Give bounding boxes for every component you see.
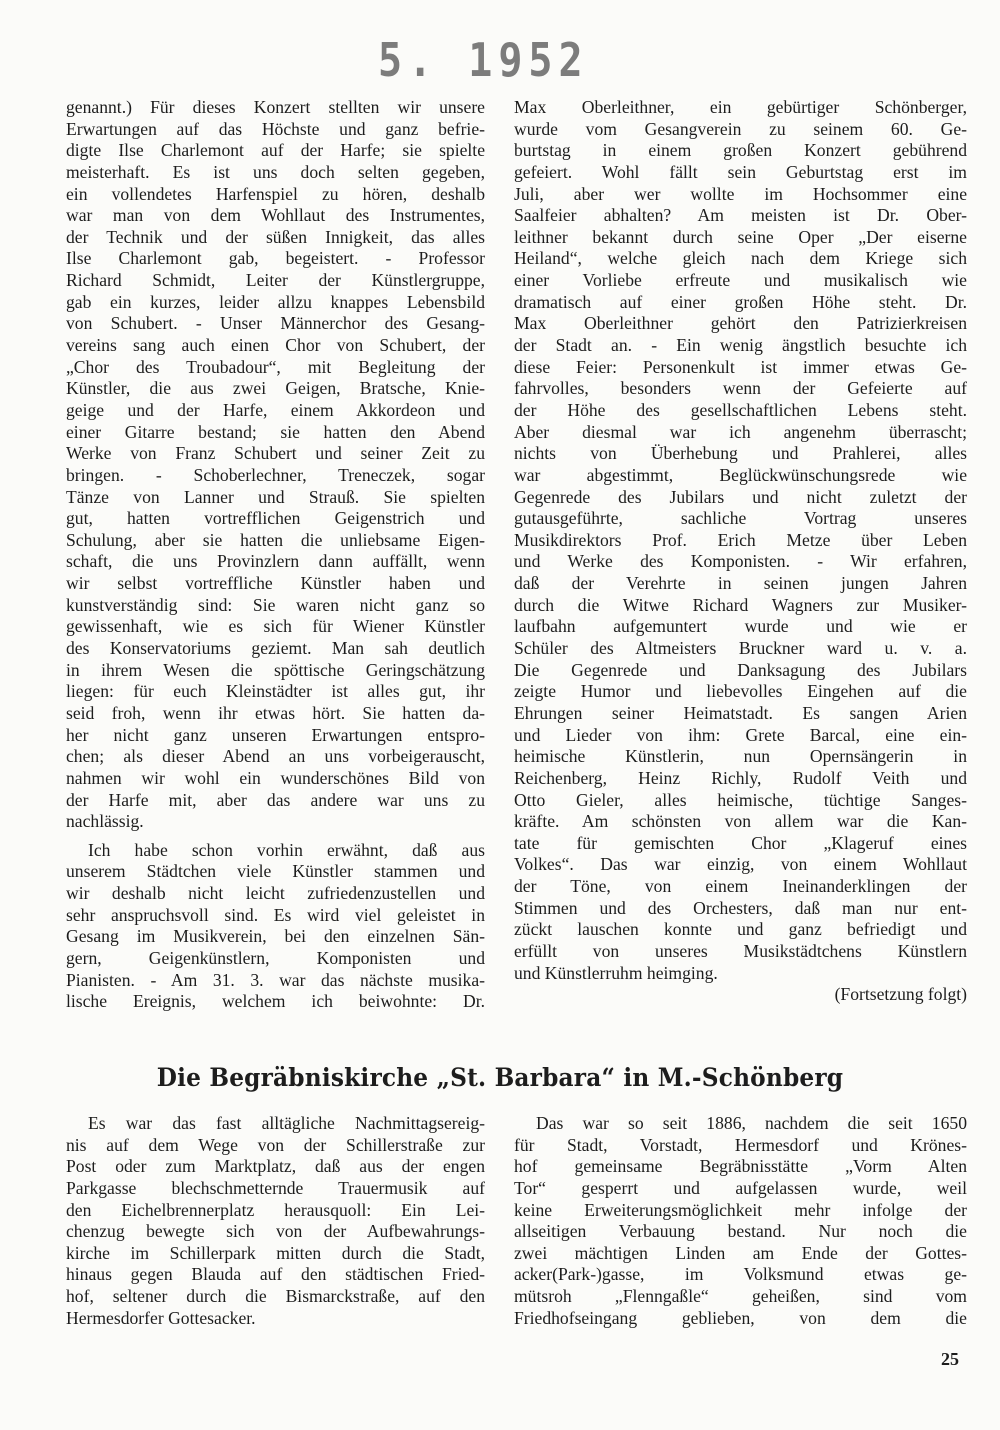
article1-right-column [514,97,967,1006]
text-line: kräfte. Am schönsten von allem war die Kan- [514,811,967,832]
text-line: Ehrungen seiner Heimatstadt. Es sangen Arien [514,702,967,723]
text-line: der Technik und der süßen Innigkeit, das alles [66,226,485,247]
text-line: Gegenrede des Jubilars und nicht zuletzt der [514,486,967,507]
text-line: unserem Städtchen viele Künstler stammen und [66,861,485,882]
text-line: meisterhaft. Es ist uns doch selten gegeben, [66,161,485,182]
text-line: war abgestimmt, Beglückwünschungsrede wie [514,464,967,485]
text-line: sehr anspruchsvoll sind. Es wird viel geleistet in [66,904,485,925]
article2-title: Die Begräbniskirche „St. Barbara“ in M.-Schönberg [156,1063,844,1092]
text-line: gut, hatten vortrefflichen Geigenstrich und [66,508,485,529]
text-line: Werke von Franz Schubert und seiner Zeit zu [66,443,485,464]
text-line: und Werke des Komponisten. - Wir erfahren, [514,551,967,572]
text-line: für Stadt, Vorstadt, Hermesdorf und Krönes- [514,1134,967,1155]
paragraph [66,97,485,833]
text-line: chen; als dieser Abend an uns vorbeigerauscht, [66,746,485,767]
text-line: wir deshalb nicht leicht zufriedenzustellen und [66,883,485,904]
text-line: vereins sang auch einen Chor von Schubert, der [66,335,485,356]
text-line: durch die Witwe Richard Wagners zur Musiker- [514,594,967,615]
page-number: 25 [941,1349,959,1369]
text-line: war man von dem Wohllaut des Instrumentes, [66,205,485,226]
text-line: geige und der Harfe, einem Akkordeon und [66,399,485,420]
text-line: liegen: für euch Kleinstädter ist alles gut, ihr [66,681,485,702]
text-line: einer Vorliebe erfreute und musikalisch wie [514,270,967,291]
text-line: Pianisten. - Am 31. 3. war das nächste musika- [66,969,485,990]
article1-left-column [66,97,485,1013]
text-line: Das war so seit 1886, nachdem die seit 1650 [536,1113,967,1133]
text-line: Ilse Charlemont gab, begeistert. - Professor [66,248,485,269]
text-line: der Stadt an. - Ein wenig ängstlich besuchte ich [514,335,967,356]
text-line: Max Oberleithner, ein gebürtiger Schönberger, [514,97,967,117]
article2-right-column [514,1113,967,1329]
text-line: zwei mächtigen Linden am Ende der Gottes- [514,1242,967,1263]
text-line: gab ein kurzes, leider allzu knappes Lebensbild [66,291,485,312]
text-line: Reichenberg, Heinz Richly, Rudolf Veith und [514,767,967,788]
text-line: keine Erweiterungsmöglichkeit mehr infolge der [514,1199,967,1220]
text-line: Saalfeier abhalten? Am meisten ist Dr. Ober- [514,205,967,226]
text-line: Volkes“. Das war einzig, von einem Wohllaut [514,854,967,875]
text-line: allseitigen Verbauung bestand. Nur noch die [514,1221,967,1242]
text-line: Ich habe schon vorhin erwähnt, daß aus [88,839,485,860]
text-line: Stimmen und des Orchesters, daß man nur ent- [514,897,967,918]
text-line: Max Oberleithner gehört den Patrizierkreisen [514,313,967,334]
paragraph [66,1113,485,1329]
text-line: genannt.) Für dieses Konzert stellten wir unsere [66,97,485,117]
text-line: gewissenhaft, wie es sich für Wiener Künstler [66,616,485,637]
text-line: und Lieder von ihm: Grete Barcal, eine ein- [514,724,967,745]
continuation-note: (Fortsetzung folgt) [834,984,967,1005]
text-line: gutausgeführte, sachliche Vortrag unseres [514,508,967,529]
text-line: nachlässig. [66,811,144,832]
text-line: Es war das fast alltägliche Nachmittagsereig- [88,1113,485,1133]
text-line: von Schubert. - Unser Männerchor des Gesang- [66,313,485,334]
text-line: acker(Park-)gasse, im Volksmund etwas ge- [514,1264,967,1285]
text-line: Die Gegenrede und Danksagung des Jubilars [514,659,967,680]
text-line: der Töne, von einem Ineinanderklingen der [514,876,967,897]
text-line: ein vollendetes Harfenspiel zu hören, deshalb [66,183,485,204]
date-stamp: 5. 1952 [378,34,589,88]
text-line: nahmen wir wohl ein wunderschönes Bild von [66,767,485,788]
text-line: Künstler, die aus zwei Geigen, Bratsche, Knie- [66,378,485,399]
text-line: Erwartungen auf das Höchste und ganz befrie- [66,118,485,139]
text-line: „Chor des Troubadour“, mit Begleitung der [66,356,485,377]
text-line: Post oder zum Marktplatz, daß aus der engen [66,1156,485,1177]
text-line: der Höhe des gesellschaftlichen Lebens steht. [514,399,967,420]
text-line: nis auf dem Wege von der Schillerstraße zur [66,1134,485,1155]
text-line: in ihrem Wesen die spöttische Geringschätzung [66,659,485,680]
text-line: gefeiert. Wohl fällt sein Geburtstag erst im [514,161,967,182]
text-line: nichts von Überhebung und Prahlerei, alles [514,443,967,464]
text-line: Schulung, aber sie hatten die unliebsame Eigen- [66,529,485,550]
text-line: wir selbst vortreffliche Künstler haben und [66,573,485,594]
text-line: Musikdirektors Prof. Erich Metze über Leben [514,529,967,550]
text-line: den Eichelbrennerplatz herausquoll: Ein Lei- [66,1199,485,1220]
text-line: bringen. - Schoberlechner, Treneczek, sogar [66,464,485,485]
text-line: des Konservatoriums geziemt. Man sah deutlich [66,638,485,659]
text-line: gern, Geigenkünstlern, Komponisten und [66,947,485,968]
article2-left-column [66,1113,485,1329]
text-line: Parkgasse blechschmetternde Trauermusik auf [66,1177,485,1198]
text-line: her nicht ganz unseren Erwartungen entspro- [66,724,485,745]
text-line: und Künstlerruhm heimging. [514,962,718,983]
text-line: Heiland“, welche gleich nach dem Kriege sich [514,248,967,269]
text-line: kirche im Schillerpark mitten durch die Stadt, [66,1242,485,1263]
text-line: hof gemeinsame Begräbnisstätte „Vorm Alten [514,1156,967,1177]
paragraph [514,97,967,984]
text-line: Schüler des Altmeisters Bruckner ward u. v. a. [514,638,967,659]
text-line: der Harfe mit, aber das andere war uns zu [66,789,485,810]
text-line: wurde vom Gesangverein zu seinem 60. Ge- [514,118,967,139]
text-line: schaft, die uns Provinzlern dann auffällt, wenn [66,551,485,572]
text-line: seid froh, wenn ihr etwas hört. Sie hatten da- [66,702,485,723]
text-line: diese Feier: Personenkult ist immer etwas Ge- [514,356,967,377]
text-line: chenzug bewegte sich von der Aufbewahrungs- [66,1221,485,1242]
text-line: Tänze von Lanner und Strauß. Sie spielten [66,486,485,507]
text-line: Hermesdorfer Gottesacker. [66,1307,256,1328]
text-line: Tor“ gesperrt und aufgelassen wurde, weil [514,1177,967,1198]
paragraph [514,1113,967,1329]
text-line: hinaus gegen Blauda auf den städtischen Fried- [66,1264,485,1285]
text-line: erfüllt von unseres Musikstädtchens Künstlern [514,940,967,961]
text-line: lische Ereignis, welchem ich beiwohnte: Dr. [66,991,485,1012]
text-line: digte Ilse Charlemont auf der Harfe; sie spielte [66,140,485,161]
text-line: fahrvolles, besonders wenn der Gefeierte auf [514,378,967,399]
text-line: zeigte Humor und liebevolles Eingehen auf die [514,681,967,702]
text-line: leithner bekannt durch seine Oper „Der eiserne [514,226,967,247]
text-line: Otto Gieler, alles heimische, tüchtige Sanges- [514,789,967,810]
text-line: hof, seltener durch die Bismarckstraße, auf den [66,1286,485,1307]
text-line: Gesang im Musikverein, bei den einzelnen Sän- [66,926,485,947]
paragraph [66,840,485,1013]
text-line: burtstag in einem großen Konzert gebührend [514,140,967,161]
text-line: Richard Schmidt, Leiter der Künstlergruppe, [66,270,485,291]
text-line: dramatisch auf einer großen Höhe steht. Dr. [514,291,967,312]
text-line: mütsroh „Flenngaßle“ geheißen, sind vom [514,1286,967,1307]
text-line: zückt lauschen konnte und ganz befriedigt und [514,919,967,940]
text-line: daß der Verehrte in seinen jungen Jahren [514,573,967,594]
text-line: einer Gitarre bestand; sie hatten den Abend [66,421,485,442]
text-line: kunstverständig sind: Sie waren nicht ganz so [66,594,485,615]
text-line: tate für gemischten Chor „Klageruf eines [514,832,967,853]
text-line: laufbahn aufgemuntert wurde und wie er [514,616,967,637]
text-line: heimische Künstlerin, nun Opernsängerin in [514,746,967,767]
text-line: Friedhofseingang geblieben, von dem die [514,1307,967,1328]
text-line: Juli, aber wer wollte im Hochsommer eine [514,183,967,204]
text-line: Aber diesmal war ich angenehm überrascht; [514,421,967,442]
